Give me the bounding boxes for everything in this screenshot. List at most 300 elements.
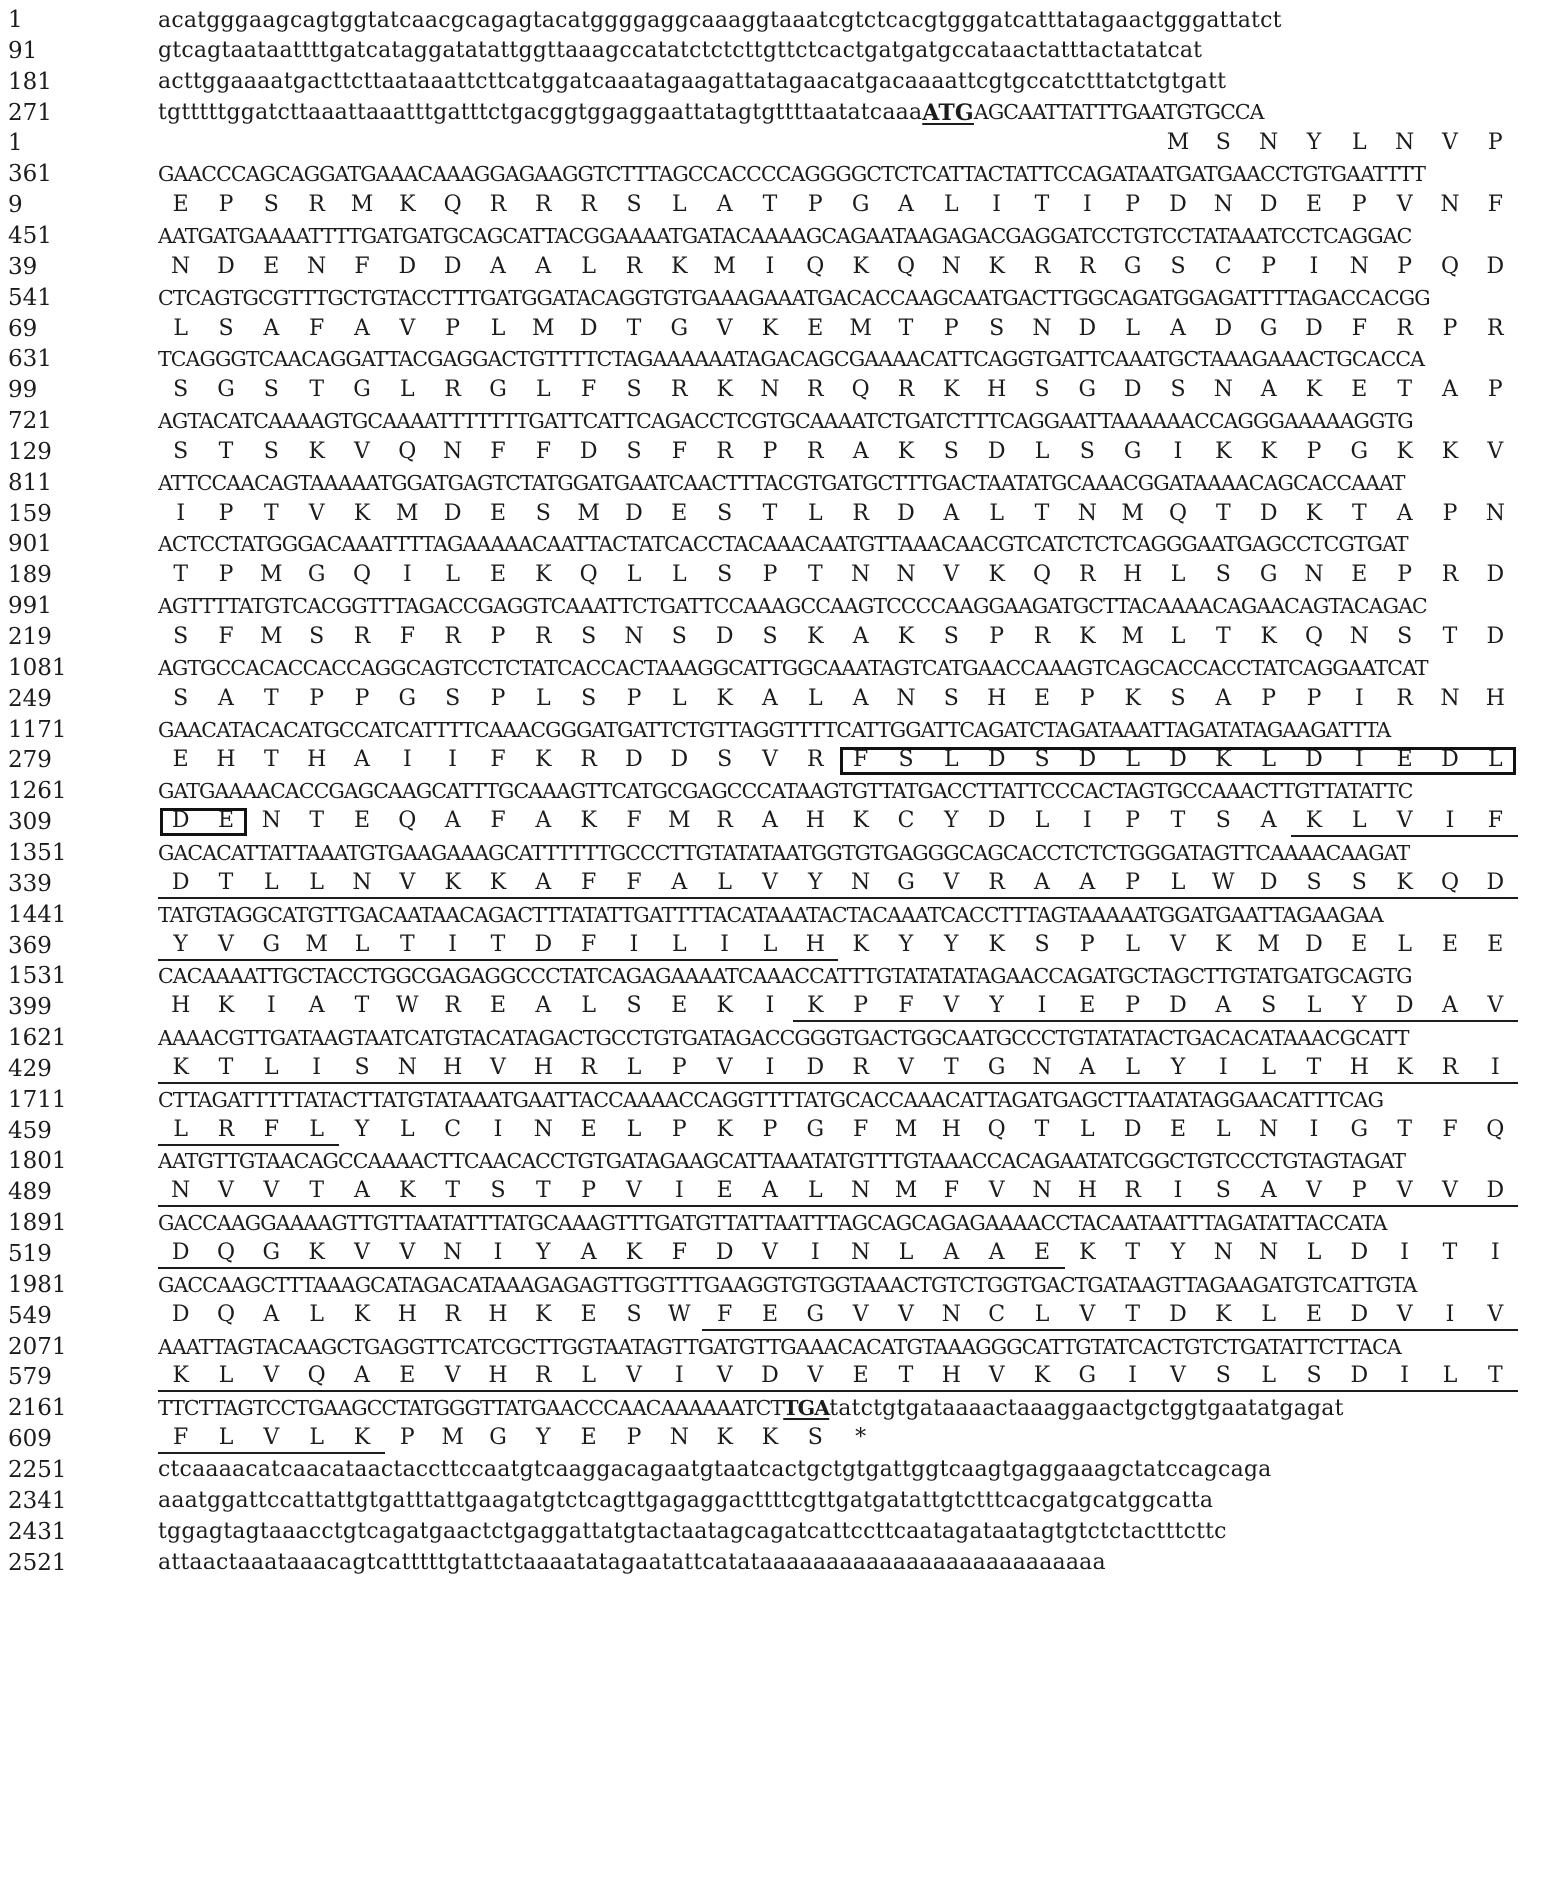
amino-acid: Q bbox=[896, 253, 916, 279]
amino-acid-spacer bbox=[203, 129, 248, 157]
amino-acid: I bbox=[747, 1054, 792, 1084]
amino-acid: N bbox=[1259, 1116, 1279, 1142]
protein-row bbox=[8, 189, 1538, 221]
amino-acid: P bbox=[1442, 315, 1458, 341]
amino-acid: S bbox=[173, 624, 189, 649]
amino-acid-sequence bbox=[158, 1054, 1518, 1084]
amino-acid: H bbox=[307, 747, 327, 773]
amino-acid: D bbox=[1155, 992, 1200, 1022]
amino-acid: D bbox=[1259, 192, 1278, 218]
amino-acid: T bbox=[203, 869, 248, 899]
nucleotide-sequence: AATGATGAAAATTTTGATGATGCAGCATTACGGAAAATGATACAAAAGCAGAATAAGAGACGAGGATCCTGTCCTATAAATCCTCAGGAC bbox=[158, 223, 1412, 248]
amino-acid: P bbox=[657, 1054, 702, 1084]
amino-acid: P bbox=[490, 624, 506, 649]
amino-acid: N bbox=[896, 685, 916, 711]
amino-acid: V bbox=[929, 992, 974, 1022]
amino-acid: Y bbox=[898, 931, 914, 957]
amino-acid: T bbox=[898, 315, 914, 341]
nucleotide-sequence: GATGAAAACACCGAGCAAGCATTTGCAAAGTTCATGCGAGCCCATAAGTGTTATGACCTTATTCCCACTAGTGCCAAACTTGTTATATTC bbox=[158, 779, 1413, 804]
amino-acid: N bbox=[339, 869, 384, 899]
amino-acid: K bbox=[430, 869, 475, 899]
amino-acid: Q bbox=[352, 562, 372, 588]
amino-acid: M bbox=[1166, 130, 1190, 156]
amino-acid: R bbox=[807, 438, 824, 464]
amino-acid: R bbox=[1396, 315, 1413, 341]
amino-acid: L bbox=[309, 1301, 324, 1327]
nucleotide-row bbox=[8, 467, 1538, 499]
position-number: 1081 bbox=[8, 654, 67, 681]
amino-acid-spacer bbox=[385, 129, 430, 157]
amino-acid: S bbox=[173, 685, 189, 711]
amino-acid: L bbox=[203, 1362, 248, 1392]
amino-acid-spacer bbox=[158, 129, 203, 157]
amino-acid: S bbox=[1337, 869, 1382, 899]
amino-acid: S bbox=[943, 624, 959, 649]
amino-acid: P bbox=[218, 562, 234, 588]
amino-acid: K bbox=[1382, 1054, 1427, 1084]
amino-acid: S bbox=[626, 438, 642, 464]
amino-acid-sequence bbox=[158, 191, 1518, 219]
amino-acid: S bbox=[626, 1301, 642, 1327]
amino-acid: P bbox=[1337, 1177, 1382, 1207]
amino-acid: S bbox=[943, 438, 959, 464]
amino-acid: G bbox=[1123, 438, 1142, 464]
amino-acid: K bbox=[716, 993, 733, 1019]
nucleotide-sequence: ATTCCAACAGTAAAAATGGATGAGTCTATGGATGAATCAACTTTACGTGATGCTTTGACTAATATGCAAACGGATAAAACAGCACCAAAT bbox=[158, 470, 1405, 495]
sequence-figure bbox=[8, 4, 1538, 1874]
amino-acid-sequence bbox=[158, 931, 1518, 961]
amino-acid: K bbox=[1291, 807, 1336, 837]
amino-acid: Y bbox=[354, 1116, 370, 1142]
protein-row bbox=[8, 621, 1538, 653]
amino-acid: C bbox=[444, 1116, 462, 1142]
amino-acid: G bbox=[1259, 315, 1278, 341]
amino-acid: Q bbox=[1168, 500, 1188, 526]
amino-acid: N bbox=[838, 1239, 883, 1269]
amino-acid: E bbox=[385, 1362, 430, 1392]
nucleotide-sequence: AAATTAGTACAAGCTGAGGTTCATCGCTTGGTAATAGTTGATGTTGAAACACATGTAAAGGGCATTGTATCACTGTCTGATATTCTTACA bbox=[158, 1334, 1401, 1359]
amino-acid: V bbox=[716, 315, 733, 341]
amino-acid: T bbox=[309, 377, 324, 403]
amino-acid: I bbox=[1173, 438, 1183, 464]
amino-acid: I bbox=[448, 747, 457, 773]
amino-acid: D bbox=[987, 747, 1006, 773]
amino-acid: G bbox=[883, 869, 928, 899]
amino-acid-spacer bbox=[611, 129, 656, 157]
amino-acid: E bbox=[217, 808, 235, 834]
amino-acid: K bbox=[158, 1362, 203, 1392]
position-number: 2071 bbox=[8, 1333, 67, 1360]
amino-acid: * bbox=[855, 1425, 867, 1451]
amino-acid: S bbox=[173, 438, 189, 464]
amino-acid: E bbox=[747, 1301, 792, 1331]
amino-acid: D bbox=[158, 869, 203, 899]
amino-acid: R bbox=[625, 253, 643, 279]
amino-acid: F bbox=[490, 747, 506, 773]
amino-acid: S bbox=[898, 747, 914, 773]
amino-acid: E bbox=[263, 253, 280, 279]
position-number: 309 bbox=[8, 809, 52, 836]
amino-acid: V bbox=[943, 562, 960, 588]
amino-acid: A bbox=[943, 500, 960, 526]
amino-acid: E bbox=[1291, 1301, 1336, 1331]
amino-acid: H bbox=[929, 1362, 974, 1392]
position-number: 489 bbox=[8, 1179, 52, 1206]
amino-acid: T bbox=[1442, 624, 1458, 649]
nucleotide-sequence: CTCAGTGCGTTTGCTGTACCTTTGATGGATACAGGTGTGAAAGAAATGACACCAAGCAATGACTTGGCAGATGGAGATTTTAGACCACGG bbox=[158, 285, 1430, 310]
amino-acid: P bbox=[566, 1177, 611, 1207]
amino-acid: P bbox=[762, 562, 778, 588]
amino-acid: D bbox=[443, 500, 462, 526]
amino-acid: S bbox=[1201, 1362, 1246, 1392]
amino-acid: A bbox=[1019, 869, 1064, 899]
amino-acid: E bbox=[671, 993, 688, 1019]
amino-acid: W bbox=[396, 993, 419, 1019]
amino-acid: T bbox=[1034, 1116, 1050, 1142]
amino-acid: V bbox=[1382, 1177, 1427, 1207]
amino-acid: R bbox=[566, 1054, 611, 1084]
protein-row bbox=[8, 1053, 1538, 1085]
protein-row bbox=[8, 806, 1538, 838]
amino-acid-sequence bbox=[158, 315, 1518, 343]
amino-acid: N bbox=[624, 624, 644, 649]
amino-acid: S bbox=[807, 1425, 823, 1451]
position-number: 1711 bbox=[8, 1086, 67, 1113]
amino-acid: D bbox=[171, 808, 190, 834]
nucleotide-sequence: acttggaaaatgacttcttaataaattcttcatggatcaaatagaagattatagaacatgacaaaattcgtgccatctttatctgtgatt bbox=[158, 69, 1227, 95]
amino-acid-spacer bbox=[1246, 1424, 1291, 1452]
amino-acid: I bbox=[493, 1116, 503, 1142]
amino-acid: R bbox=[1079, 562, 1096, 588]
amino-acid: T bbox=[475, 931, 520, 961]
position-number: 519 bbox=[8, 1241, 52, 1267]
amino-acid: M bbox=[441, 1425, 464, 1451]
amino-acid: A bbox=[762, 808, 778, 834]
amino-acid: S bbox=[309, 624, 325, 649]
position-number: 279 bbox=[8, 747, 52, 774]
amino-acid: A bbox=[263, 1301, 280, 1327]
amino-acid: P bbox=[1487, 130, 1503, 156]
position-number: 219 bbox=[8, 624, 52, 650]
amino-acid: K bbox=[535, 1301, 552, 1327]
amino-acid: N bbox=[760, 377, 780, 403]
nucleotide-row bbox=[8, 4, 1538, 36]
amino-acid: P bbox=[671, 1116, 687, 1142]
amino-acid: V bbox=[1396, 192, 1413, 218]
nucleotide-row bbox=[8, 652, 1538, 684]
amino-acid: K bbox=[852, 253, 869, 279]
amino-acid: D bbox=[1169, 192, 1187, 218]
amino-acid: H bbox=[805, 808, 825, 834]
amino-acid: I bbox=[1082, 808, 1092, 834]
amino-acid: L bbox=[808, 500, 823, 526]
amino-acid: T bbox=[762, 500, 778, 526]
position-number: 369 bbox=[8, 932, 52, 959]
amino-acid: V bbox=[974, 1362, 1019, 1392]
amino-acid: N bbox=[1259, 130, 1279, 156]
amino-acid: Y bbox=[1155, 1054, 1200, 1084]
amino-acid: A bbox=[535, 993, 552, 1019]
amino-acid: I bbox=[1473, 1054, 1518, 1084]
amino-acid: D bbox=[579, 315, 598, 341]
amino-acid: M bbox=[883, 1177, 928, 1207]
amino-acid: E bbox=[1305, 192, 1323, 218]
amino-acid: V bbox=[1155, 1362, 1200, 1392]
amino-acid: A bbox=[308, 993, 325, 1019]
amino-acid: Q bbox=[1427, 869, 1472, 899]
amino-acid: A bbox=[762, 685, 778, 711]
amino-acid: D bbox=[1214, 315, 1233, 341]
amino-acid: L bbox=[611, 1054, 656, 1084]
amino-acid: G bbox=[249, 1239, 294, 1269]
amino-acid: A bbox=[535, 253, 552, 279]
amino-acid: I bbox=[176, 500, 186, 526]
amino-acid: D bbox=[747, 1362, 792, 1392]
amino-acid: G bbox=[353, 377, 371, 403]
position-number: 399 bbox=[8, 994, 52, 1021]
nucleotide-sequence: aaatggattccattattgtgatttattgaagatgtctcagttgagaggacttttcgttgatgatattgtctttcacgatgcatggcatta bbox=[158, 1488, 1214, 1514]
amino-acid: N bbox=[1485, 500, 1505, 526]
amino-acid: L bbox=[566, 1362, 611, 1392]
amino-acid: F bbox=[566, 931, 611, 961]
amino-acid: P bbox=[838, 992, 883, 1022]
position-number: 609 bbox=[8, 1426, 52, 1453]
amino-acid: D bbox=[1486, 253, 1505, 279]
amino-acid: N bbox=[1440, 685, 1460, 711]
amino-acid: I bbox=[793, 1239, 838, 1269]
amino-acid: I bbox=[657, 1362, 702, 1392]
amino-acid: C bbox=[1214, 253, 1232, 279]
amino-acid: I bbox=[702, 931, 747, 961]
amino-acid: N bbox=[1019, 1054, 1064, 1084]
amino-acid: L bbox=[400, 1116, 415, 1142]
position-number: 451 bbox=[8, 222, 52, 249]
amino-acid: F bbox=[490, 808, 506, 834]
nucleotide-sequence: GACACATTATTAAATGTGAAGAAAGCATTTTTTGCCCTTGTATATAATGGTGTGAGGGCAGCACCTCTCTGGGATAGTTCAAAACAAGAT bbox=[158, 840, 1410, 865]
amino-acid: A bbox=[716, 192, 733, 218]
amino-acid: A bbox=[218, 685, 234, 711]
amino-acid: I bbox=[1490, 1240, 1500, 1265]
amino-acid: P bbox=[1397, 562, 1413, 588]
amino-acid: E bbox=[807, 315, 824, 341]
amino-acid: Q bbox=[987, 1116, 1006, 1142]
position-number: 1981 bbox=[8, 1271, 67, 1298]
amino-acid: D bbox=[1123, 1116, 1142, 1142]
amino-acid: I bbox=[1309, 1116, 1319, 1142]
amino-acid: P bbox=[490, 685, 506, 711]
amino-acid-sequence bbox=[158, 1424, 1518, 1454]
amino-acid: P bbox=[1261, 685, 1277, 711]
amino-acid: D bbox=[1305, 315, 1323, 341]
amino-acid: K bbox=[1382, 869, 1427, 899]
amino-acid: A bbox=[1215, 685, 1232, 711]
position-number: 181 bbox=[8, 68, 52, 95]
start-codon: ATG bbox=[922, 99, 974, 126]
amino-acid: R bbox=[852, 500, 869, 526]
amino-acid: L bbox=[1080, 1116, 1095, 1142]
amino-acid: R bbox=[521, 1362, 566, 1392]
amino-acid: F bbox=[309, 315, 325, 341]
amino-acid: E bbox=[1065, 992, 1110, 1022]
amino-acid: F bbox=[1487, 192, 1503, 218]
amino-acid-spacer bbox=[294, 129, 339, 157]
amino-acid: L bbox=[339, 931, 384, 961]
amino-acid: G bbox=[1065, 1362, 1110, 1392]
amino-acid: I bbox=[1110, 1362, 1155, 1392]
amino-acid: L bbox=[249, 869, 294, 899]
amino-acid: P bbox=[1306, 685, 1322, 711]
amino-acid: M bbox=[713, 253, 736, 279]
amino-acid: Y bbox=[793, 869, 838, 899]
amino-acid: D bbox=[398, 253, 417, 279]
nucleotide-row bbox=[8, 960, 1538, 992]
amino-acid: V bbox=[475, 1054, 520, 1084]
amino-acid: A bbox=[1246, 1177, 1291, 1207]
amino-acid-sequence bbox=[158, 500, 1518, 528]
amino-acid: V bbox=[1382, 807, 1427, 837]
amino-acid: K bbox=[852, 808, 869, 834]
protein-row bbox=[8, 498, 1538, 530]
amino-acid: P bbox=[989, 624, 1005, 649]
amino-acid: K bbox=[1215, 747, 1232, 773]
nucleotide-row bbox=[8, 282, 1538, 314]
amino-acid: T bbox=[1397, 377, 1412, 403]
amino-acid: T bbox=[263, 747, 279, 773]
amino-acid: H bbox=[488, 1301, 508, 1327]
amino-acid: G bbox=[670, 315, 689, 341]
amino-acid-spacer bbox=[883, 1424, 928, 1452]
amino-acid: L bbox=[1427, 1362, 1472, 1392]
amino-acid: A bbox=[1427, 992, 1472, 1022]
nucleotide-row bbox=[8, 97, 1538, 129]
amino-acid: K bbox=[671, 253, 688, 279]
amino-acid: N bbox=[669, 1425, 689, 1451]
amino-acid: R bbox=[308, 192, 325, 218]
amino-acid-sequence bbox=[158, 807, 1518, 837]
amino-acid: V bbox=[702, 1054, 747, 1084]
amino-acid-spacer bbox=[838, 129, 883, 157]
position-number: 1891 bbox=[8, 1210, 67, 1237]
amino-acid: I bbox=[657, 1177, 702, 1207]
amino-acid: K bbox=[611, 1239, 656, 1269]
amino-acid: P bbox=[1079, 931, 1095, 957]
nucleotide-row bbox=[8, 837, 1538, 869]
amino-acid: K bbox=[535, 747, 552, 773]
position-number: 2521 bbox=[8, 1549, 67, 1576]
amino-acid: T bbox=[521, 1177, 566, 1207]
amino-acid: L bbox=[657, 931, 702, 961]
amino-acid: V bbox=[1442, 130, 1458, 156]
amino-acid-sequence bbox=[158, 376, 1518, 404]
amino-acid: K bbox=[988, 562, 1005, 588]
amino-acid: M bbox=[1257, 931, 1280, 957]
protein-row bbox=[8, 559, 1538, 591]
nucleotide-row bbox=[8, 66, 1538, 98]
amino-acid: R bbox=[716, 438, 733, 464]
nucleotide-row bbox=[8, 220, 1538, 252]
amino-acid-spacer bbox=[1110, 129, 1155, 157]
amino-acid: E bbox=[1396, 747, 1413, 773]
amino-acid: Q bbox=[216, 1301, 236, 1327]
stop-codon: TGA bbox=[783, 1395, 830, 1420]
amino-acid: V bbox=[249, 1424, 294, 1454]
amino-acid: N bbox=[158, 1177, 203, 1207]
amino-acid: D bbox=[1305, 747, 1323, 773]
amino-acid: A bbox=[566, 1239, 611, 1269]
amino-acid: N bbox=[1259, 1240, 1279, 1265]
amino-acid: E bbox=[172, 192, 189, 218]
amino-acid: N bbox=[1349, 253, 1369, 279]
amino-acid: R bbox=[1441, 562, 1459, 588]
amino-acid: L bbox=[1261, 747, 1276, 773]
amino-acid: Y bbox=[1337, 992, 1382, 1022]
amino-acid: S bbox=[173, 377, 189, 403]
amino-acid: A bbox=[354, 315, 370, 341]
amino-acid: N bbox=[1213, 377, 1233, 403]
amino-acid: R bbox=[807, 747, 824, 773]
amino-acid: V bbox=[929, 869, 974, 899]
nucleotide-sequence: CTTAGATTTTTATACTTATGTATAAATGAATTACCAAAACCAGGTTTTATGCACCAAACATTAGATGAGCTTAATATAGGAACATTTCAG bbox=[158, 1087, 1384, 1112]
amino-acid-spacer bbox=[430, 129, 475, 157]
amino-acid: F bbox=[158, 1424, 203, 1454]
amino-acid: L bbox=[672, 685, 687, 711]
amino-acid: E bbox=[1019, 1239, 1064, 1269]
amino-acid: D bbox=[793, 1054, 838, 1084]
amino-acid: N bbox=[1440, 192, 1460, 218]
protein-row bbox=[8, 1361, 1538, 1393]
nucleotide-sequence: AATGTTGTAACAGCCAAAACTTCAACACCTGTGATAGAAGCATTAAATATGTTTGTAAACCACAGAATATCGGCTGTCCCTGTAGTAGAT bbox=[158, 1149, 1406, 1174]
amino-acid: P bbox=[1442, 500, 1458, 526]
position-number: 271 bbox=[8, 99, 52, 126]
amino-acid: V bbox=[1382, 1301, 1427, 1331]
amino-acid: K bbox=[988, 253, 1005, 279]
amino-acid: L bbox=[747, 931, 792, 961]
amino-acid: D bbox=[1337, 1362, 1382, 1392]
amino-acid: V bbox=[249, 1177, 294, 1207]
nucleotide-sequence: TCAGGGTCAACAGGATTACGAGGACTGTTTTCTAGAAAAAATAGACAGCGAAAACATTCAGGTGATTCAAATGCTAAAGAAACTGCACCA bbox=[158, 347, 1425, 372]
amino-acid: G bbox=[806, 1116, 825, 1142]
amino-acid: Q bbox=[1304, 624, 1324, 649]
amino-acid: D bbox=[1123, 377, 1142, 403]
nucleotide-row bbox=[8, 343, 1538, 375]
amino-acid: G bbox=[217, 377, 235, 403]
amino-acid: G bbox=[1078, 377, 1097, 403]
amino-acid: L bbox=[249, 1054, 294, 1084]
amino-acid: P bbox=[626, 1425, 642, 1451]
amino-acid: L bbox=[1034, 808, 1050, 834]
amino-acid: D bbox=[625, 500, 643, 526]
protein-row bbox=[8, 683, 1538, 715]
amino-acid: A bbox=[929, 1239, 974, 1269]
amino-acid: R bbox=[1079, 253, 1096, 279]
amino-acid: A bbox=[1065, 869, 1110, 899]
amino-acid: H bbox=[216, 747, 236, 773]
nucleotide-row bbox=[8, 1331, 1538, 1363]
amino-acid: I bbox=[1382, 1362, 1427, 1392]
amino-acid: G bbox=[1350, 438, 1369, 464]
amino-acid: P bbox=[218, 500, 234, 526]
amino-acid: K bbox=[1305, 377, 1323, 403]
amino-acid: K bbox=[1215, 438, 1232, 464]
amino-acid: E bbox=[489, 562, 507, 588]
amino-acid: V bbox=[838, 1301, 883, 1331]
amino-acid: L bbox=[536, 685, 551, 711]
position-number: 2161 bbox=[8, 1395, 67, 1422]
amino-acid: T bbox=[1125, 1240, 1140, 1265]
amino-acid: L bbox=[989, 500, 1004, 526]
amino-acid-spacer bbox=[521, 129, 566, 157]
position-number: 1441 bbox=[8, 901, 67, 928]
